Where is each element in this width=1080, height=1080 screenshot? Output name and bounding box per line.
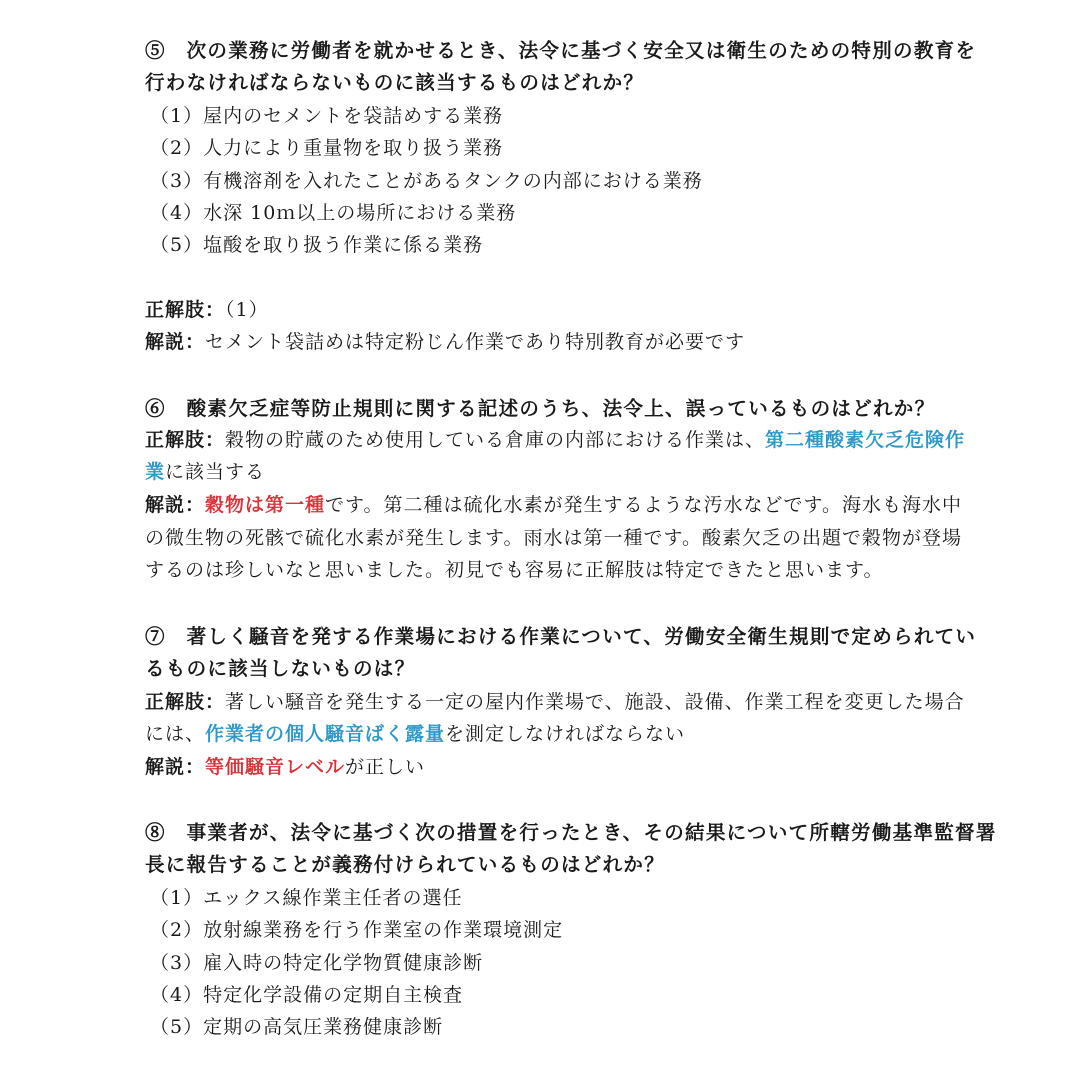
q5-explanation-line: [145, 329, 745, 355]
q6-answer-line1: [145, 427, 965, 453]
q7-answer-text: 著しい騒音を発生する一定の屋内作業場で、施設、設備、作業工程を変更した場合: [225, 691, 965, 713]
q6-answer-tail: に該当する: [165, 461, 266, 483]
q5-option-3: （3）有機溶剤を入れたことがあるタンクの内部における業務: [150, 170, 703, 192]
q5-question-line2: 行わなければならないものに該当するものはどれか？: [145, 71, 645, 94]
q6-explanation-line1: [145, 492, 962, 518]
q7-question-line2: るものに該当しないものは？: [145, 657, 416, 680]
q6-explanation-line1-tail: です。第二種は硫化水素が発生するような汚水などです。海水も海水中: [325, 494, 962, 516]
q5-option-2: （2）人力により重量物を取り扱う業務: [150, 137, 504, 159]
q6-explanation-line3: するのは珍しいなと思いました。初見でも容易に正解肢は特定できたと思います。: [145, 559, 884, 581]
q8-option-5: （5）定期の高気圧業務健康診断: [150, 1016, 444, 1038]
q6-explanation-line2: の微生物の死骸で硫化水素が発生します。雨水は第一種です。酸素欠乏の出題で穀物が登場: [145, 527, 962, 549]
q6-answer-highlight-2: 業: [145, 461, 166, 483]
q6-explanation-label: 解説：: [145, 494, 206, 516]
q8-option-2: （2）放射線業務を行う作業室の作業環境測定: [150, 919, 564, 941]
q8-option-4: （4）特定化学設備の定期自主検査: [150, 984, 464, 1006]
q5-explanation-text: セメント袋詰めは特定粉じん作業であり特別教育が必要です: [205, 331, 746, 353]
q6-answer-label: 正解肢：: [145, 429, 226, 451]
q5-explanation-label: 解説：: [145, 331, 206, 353]
q5-option-4: （4）水深 10ｍ以上の場所における業務: [150, 202, 517, 224]
q6-answer-text: 穀物の貯蔵のため使用している倉庫の内部における作業は、: [225, 429, 766, 451]
q5-answer-label: 正解肢：: [145, 299, 226, 321]
q7-explanation-highlight: 等価騒音レベル: [205, 756, 346, 778]
q7-explanation-line: [145, 754, 425, 780]
q7-answer-line2: [145, 721, 685, 747]
q6-question-line1: ⑥ 酸素欠乏症等防止規則に関する記述のうち、法令上、誤っているものはどれか？: [145, 397, 936, 420]
q7-answer-label: 正解肢：: [145, 691, 226, 713]
q5-answer-value: （1）: [225, 299, 269, 321]
q7-answer-highlight: 作業者の個人騒音ばく露量: [205, 723, 446, 745]
q7-explanation-label: 解説：: [145, 756, 206, 778]
q6-answer-highlight-1: 第二種酸素欠乏危険作: [765, 429, 966, 451]
q5-answer-line: [145, 297, 269, 323]
q8-question-line2: 長に報告することが義務付けられているものはどれか？: [145, 853, 666, 876]
q7-answer-line1: [145, 689, 965, 715]
q6-answer-line2: [145, 459, 265, 485]
q7-explanation-tail: が正しい: [345, 756, 426, 778]
q8-option-3: （3）雇入時の特定化学物質健康診断: [150, 952, 484, 974]
q7-answer-line2-head: には、: [145, 723, 206, 745]
q5-question-line1: ⑤ 次の業務に労働者を就かせるとき、法令に基づく安全又は衛生のための特別の教育を: [145, 39, 977, 62]
q5-option-5: （5）塩酸を取り扱う作業に係る業務: [150, 234, 484, 256]
q8-question-line1: ⑧ 事業者が、法令に基づく次の措置を行ったとき、その結果について所轄労働基準監督署: [145, 821, 997, 844]
q8-option-1: （1）エックス線作業主任者の選任: [150, 887, 463, 909]
q6-explanation-highlight: 穀物は第一種: [205, 494, 326, 516]
q5-option-1: （1）屋内のセメントを袋詰めする業務: [150, 105, 504, 127]
q7-question-line1: ⑦ 著しく騒音を発する作業場における作業について、労働安全衛生規則で定められてい: [145, 625, 977, 648]
q7-answer-line2-tail: を測定しなければならない: [445, 723, 686, 745]
